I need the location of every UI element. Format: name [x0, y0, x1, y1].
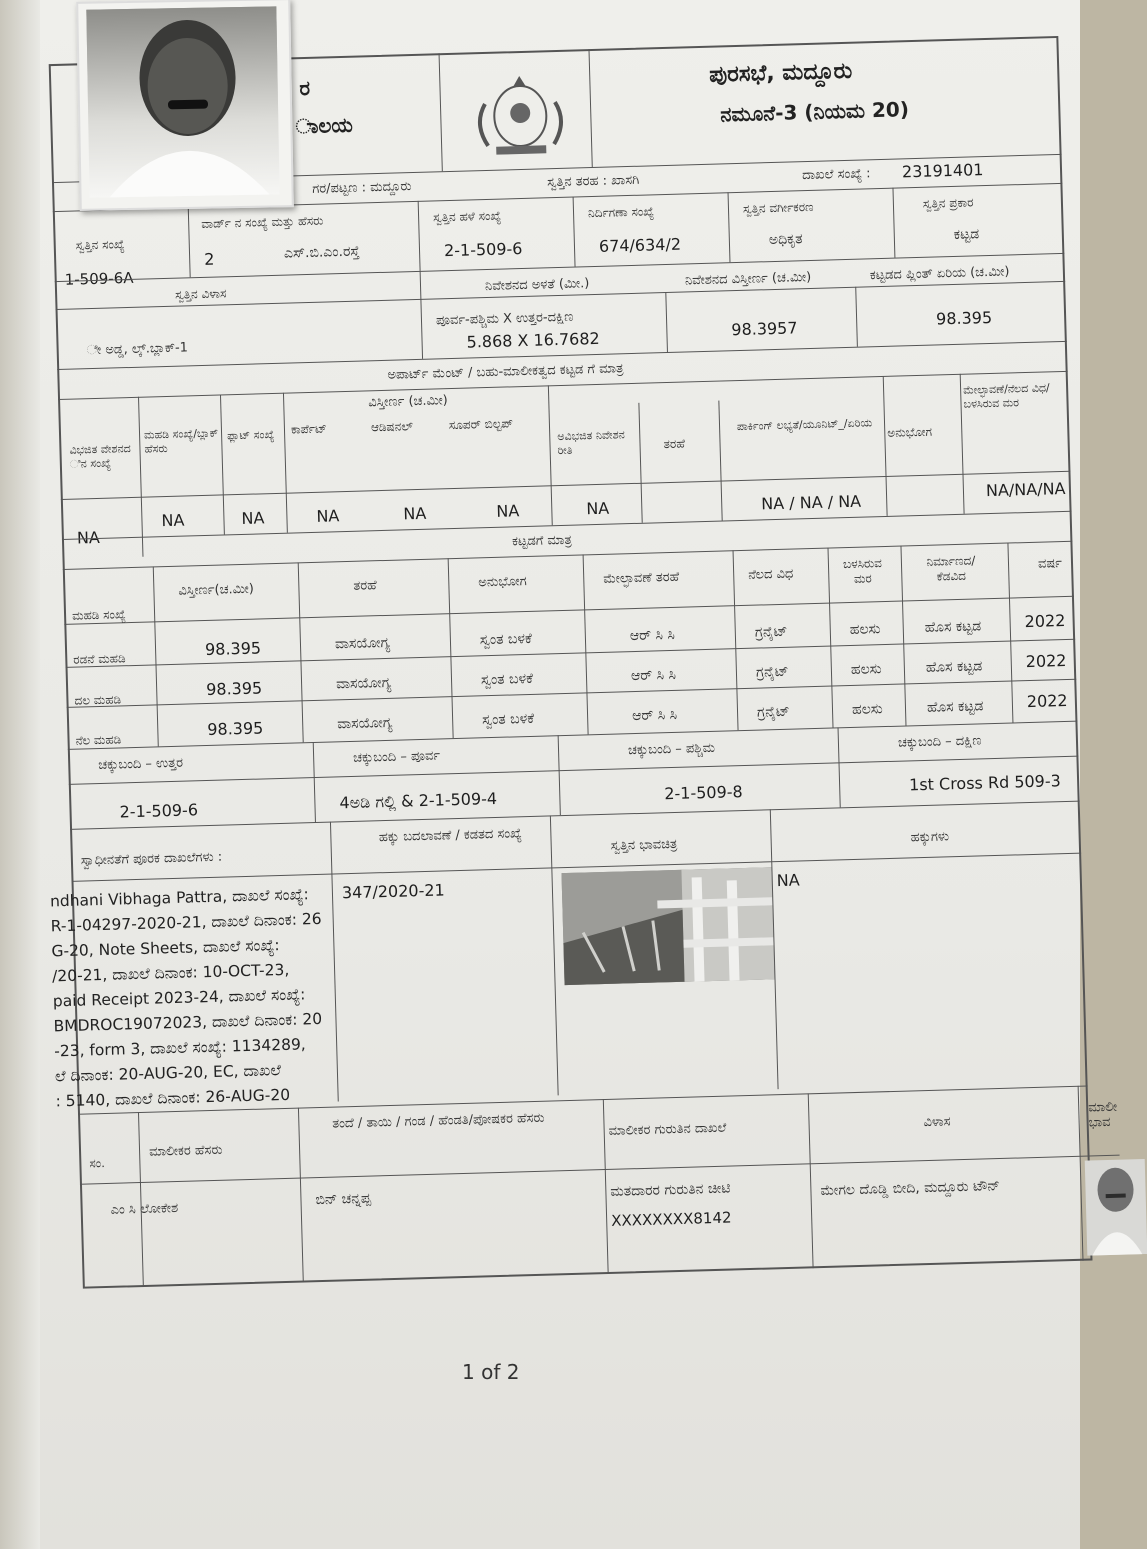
bld-r2-floorkind: ಗ್ರನೈಟ್: [755, 663, 789, 681]
record-no-label: ದಾಖಲೆ ಸಂಖ್ಯೆ :: [801, 166, 871, 184]
doc-line: /20-21, ದಾಖಲೆ ದಿನಾಂಕ: 10-OCT-23,: [51, 960, 290, 986]
bld-r1-area: 98.395: [204, 638, 262, 660]
bld-h8: ನಿರ್ಮಾಣದ/ ಕೆಡವಿದ: [926, 553, 976, 584]
person-icon: [1085, 1159, 1147, 1256]
bld-r3-wood: ಹಲಸು: [851, 701, 883, 718]
address: ೇ ಅಡ್ಡ, ಲ್ಕ್.ಬ್ಲಾಕ್-1: [86, 340, 189, 359]
bnd-label-east: ಚಕ್ಕುಬಂದಿ – ಪೂರ್ವ: [352, 748, 441, 766]
rights-label: ಹಕ್ಕುಗಳು: [910, 829, 950, 846]
bnd-east: 4ಅಡಿ ಗಲ್ಲಿ & 2-1-509-4: [339, 788, 498, 813]
doc-line: G-20, Note Sheets, ದಾಖಲೆ ಸಂಖ್ಯೆ:: [51, 936, 280, 961]
area-group-label: ವಿಸ್ತೀರ್ಣ (ಚ.ಮೀ): [368, 393, 449, 411]
bld-h4: ಅನುಭೋಗ: [478, 574, 527, 591]
header-fragment-1: ರ: [299, 75, 311, 101]
apt-h3: ಫ್ಲಾಟ್ ಸಂಖ್ಯೆ: [226, 427, 275, 443]
apt-v4: NA: [316, 506, 340, 526]
bld-r1-wood: ಹಲಸು: [849, 621, 881, 639]
property-type: ಸ್ವತ್ತಿನ ತರಹ : ಖಾಸಗಿ: [546, 172, 640, 191]
property-photo: [561, 867, 774, 985]
owner-address: ಮೇಗಲ ದೊಡ್ಡಿ ಬೀದಿ, ಮದ್ದೂರು ಟೌನ್: [820, 1178, 1000, 1200]
bld-r3-floorkind: ಗ್ರನೈಟ್: [756, 703, 790, 721]
apt-h7: ಅವಿಭಜಿತ ನಿವೇಶನ ರೀತಿ: [557, 428, 625, 458]
bld-r1-status: ಹೊಸ ಕಟ್ಟಡ: [924, 618, 982, 636]
building-photo-icon: [561, 867, 774, 985]
label-dimensions: ನಿವೇಶನದ ಅಳತೆ (ಮೀ.): [484, 276, 590, 295]
bld-r2-area: 98.395: [205, 678, 263, 699]
bld-r1-roof: ಆರ್ ಸಿ ಸಿ: [629, 626, 676, 645]
doc-line: paid Receipt 2023-24, ದಾಖಲೆ ಸಂಖ್ಯೆ:: [52, 985, 306, 1011]
label-kind: ಸ್ವತ್ತಿನ ಪ್ರಕಾರ: [922, 195, 974, 211]
owner-label-relation: ತಂದೆ / ತಾಯಿ / ಗಂಡ / ಹೆಂಡತಿ/ಪೋಷಕರ ಹೆಸರು: [332, 1110, 545, 1132]
rights: NA: [776, 870, 800, 891]
bld-r2-status: ಹೊಸ ಕಟ್ಟಡ: [925, 658, 983, 676]
label-site-area: ನಿವೇಶನದ ವಿಸ್ತೀರ್ಣ (ಚ.ಮೀ): [684, 269, 812, 289]
bld-r1-floorkind: ಗ್ರನೈಟ್: [754, 623, 788, 641]
bld-r2-year: 2022: [1025, 650, 1067, 672]
label-property-no: ಸ್ವತ್ತಿನ ಸಂಖ್ಯೆ: [75, 237, 125, 253]
label-old-no: ಸ್ವತ್ತಿನ ಹಳೆ ಸಂಖ್ಯೆ: [432, 208, 502, 225]
bnd-north: 2-1-509-6: [119, 800, 199, 822]
apt-v2: NA: [161, 510, 185, 531]
apt-v5: NA: [403, 503, 427, 524]
doc-line: R-1-04297-2020-21, ದಾಖಲೆ ದಿನಾಂಕ: 26: [50, 909, 322, 936]
doc-line: -23, form 3, ದಾಖಲೆ ಸಂಖ್ಯೆ: 1134289,: [54, 1035, 306, 1061]
form-title: ನಮೂನೆ-3 (ನಿಯಮ 20): [720, 97, 910, 127]
bnd-label-south: ಚಕ್ಕುಬಂದಿ – ದಕ್ಷಿಣ: [897, 733, 982, 751]
old-no: 2-1-509-6: [443, 239, 523, 261]
label-plinth: ಕಟ್ಟಡದ ಪ್ಲಿಂತ್ ಏರಿಯ (ಚ.ಮೀ): [869, 264, 1010, 284]
doc-line: ndhani Vibhaga Pattra, ದಾಖಲೆ ಸಂಖ್ಯೆ:: [49, 885, 310, 911]
dims: 5.868 X 16.7682: [466, 328, 600, 352]
bld-h3: ತರಹೆ: [353, 578, 377, 594]
bld-r3-type: ವಾಸಯೋಗ್ಯ: [337, 714, 393, 733]
bld-h9: ವರ್ಷ: [1037, 556, 1063, 572]
apt-h10: ಅನುಭೋಗ: [887, 424, 933, 440]
label-classification: ಸ್ವತ್ತಿನ ವರ್ಗೀಕರಣ: [742, 199, 814, 216]
label-ward: ವಾರ್ಡ್ ನ ಸಂಖ್ಯೆ ಮತ್ತು ಹೆಸರು: [201, 213, 324, 231]
plinth-area: 98.395: [935, 307, 993, 329]
property-no: 1-509-6A: [64, 268, 134, 289]
apt-v6: NA: [496, 501, 520, 521]
building-title: ಕಟ್ಟಡಗೆ ಮಾತ್ರ: [511, 532, 573, 550]
ward-name: ಎಸ್.ಬಿ.ಎಂ.ರಸ್ತೆ: [283, 243, 360, 262]
file-no: 347/2020-21: [341, 880, 445, 903]
owner-label-id: ಮಾಲೀಕರ ಗುರುತಿನ ದಾಖಲೆ: [608, 1120, 727, 1139]
owner-relation: ಬಿನ್ ಚನ್ನಪ್ಪ: [315, 1190, 372, 1209]
applicant-photo: [76, 0, 294, 211]
docs-label: ಸ್ವಾಧೀನತೆಗೆ ಪೂರಕ ದಾಖಲೆಗಳು :: [80, 849, 223, 869]
applicant-photo-image: [86, 6, 279, 197]
photo-label: ಸ್ವತ್ತಿನ ಭಾವಚಿತ್ರ: [610, 836, 678, 854]
owner-name: ಎಂ ಸಿ ಲೋಕೇಶ: [110, 1200, 179, 1218]
kind: ಕಟ್ಟಡ: [953, 226, 980, 243]
apt-h11: ಮೇಲ್ಛಾವಣೆ/ನೆಲದ ವಿಧ/ಬಳಸಿರುವ ಮರ: [962, 381, 1050, 411]
bld-r3-year: 2022: [1026, 690, 1068, 712]
owner-id-no: XXXXXXXX8142: [610, 1208, 732, 1230]
bld-r3-floor: ನೆಲ ಮಹಡಿ: [75, 732, 122, 748]
classification: ಅಧಿಕೃತ: [768, 231, 803, 249]
bnd-south: 1st Cross Rd 509-3: [908, 771, 1062, 795]
municipality-title: ಪುರಸಭೆ, ಮದ್ದೂರು: [708, 58, 853, 88]
person-photo-icon: [86, 6, 279, 197]
apt-v9: NA/NA/NA: [985, 478, 1066, 501]
bld-r2-use: ಸ್ವಂತ ಬಳಕೆ: [480, 670, 534, 689]
bld-r1-floor: ರಡನೆ ಮಹಡಿ: [73, 651, 126, 667]
apt-h6: ಸೂಪರ್ ಬಿಲ್ಟಪ್: [448, 416, 514, 433]
bld-r3-area: 98.395: [207, 718, 264, 739]
bnd-west: 2-1-509-8: [664, 782, 743, 804]
doc-line: ಲೆ ದಿನಾಂಕ: 20-AUG-20, EC, ದಾಖಲೆ: [54, 1061, 282, 1086]
owner-label-address: ವಿಳಾಸ: [923, 1114, 951, 1131]
apt-v8: NA / NA / NA: [760, 491, 862, 514]
record-no: 23191401: [901, 160, 984, 182]
dims-label: ಪೂರ್ವ-ಪಶ್ಚಿಮ X ಉತ್ತರ-ದಕ್ಷಿಣ: [435, 309, 574, 329]
apartment-title: ಅಪಾರ್ಟ್ ಮೆಂಟ್ / ಬಹು-ಮಾಲೀಕತ್ವದ ಕಟ್ಟಡ ಗೆ ಮಾತ್ರ: [387, 361, 624, 383]
apt-h5: ಆಡಿಷನಲ್: [370, 419, 414, 435]
bld-h6: ನೆಲದ ವಿಧ: [748, 566, 794, 583]
apt-v1: NA: [76, 527, 101, 548]
bld-r2-roof: ಆರ್ ಸಿ ಸಿ: [630, 666, 677, 685]
apt-h4: ಕಾರ್ಪೆಟ್: [290, 421, 327, 437]
header-fragment-2: ಾಲಯ: [295, 112, 354, 139]
file-label: ಹಕ್ಕು ಬದಲಾವಣೆ / ಕಡತದ ಸಂಖ್ಯೆ: [378, 826, 523, 846]
owner-id-type: ಮತದಾರರ ಗುರುತಿನ ಚೀಟಿ: [610, 1180, 731, 1200]
owner-photo: [1085, 1159, 1147, 1256]
town-label: ಗರ/ಪಟ್ಟಣ : ಮದ್ದೂರು: [312, 179, 412, 197]
bnd-label-north: ಚಕ್ಕುಬಂದಿ – ಉತ್ತರ: [98, 755, 184, 774]
state-emblem-icon: [464, 66, 576, 159]
apt-h9: ಪಾರ್ಕಿಂಗ್ ಲಭ್ಯತೆ/ಯೂನಿಟ್_/ಏರಿಯ: [736, 416, 873, 434]
bld-h2: ವಿಸ್ತೀರ್ಣ(ಚ.ಮೀ): [178, 581, 255, 599]
docs-list: [50, 882, 331, 1115]
site-area: 98.3957: [731, 318, 798, 340]
bld-h7: ಬಳಸಿರುವ ಮರ: [842, 556, 883, 586]
bld-r1-year: 2022: [1024, 610, 1066, 632]
ward-no: 2: [203, 249, 215, 269]
bnd-label-west: ಚಕ್ಕುಬಂದಿ – ಪಶ್ಚಿಮ: [627, 740, 716, 759]
apt-h8: ತರಹೆ: [663, 436, 686, 452]
bld-r3-use: ಸ್ವಂತ ಬಳಕೆ: [481, 710, 535, 729]
survey-no: 674/634/2: [598, 234, 682, 256]
page-number: 1 of 2: [462, 1360, 520, 1384]
apt-v3: NA: [241, 508, 265, 528]
bld-r1-use: ಸ್ವಂತ ಬಳಕೆ: [479, 630, 533, 649]
owner-label-sno: ಸಂ.: [89, 1156, 106, 1171]
owner-label-photo: ಮಾಲೀ ಭಾವ: [1088, 1099, 1118, 1131]
bld-h1: ಮಹಡಿ ಸಂಖ್ಯೆ: [71, 607, 126, 623]
owner-label-name: ಮಾಲೀಕರ ಹೆಸರು: [148, 1142, 223, 1160]
bld-h5: ಮೇಲ್ಛಾವಣೆ ತರಹೆ: [603, 569, 680, 587]
bld-r2-type: ವಾಸಯೋಗ್ಯ: [335, 674, 392, 693]
bld-r2-floor: ದಲ ಮಹಡಿ: [74, 692, 122, 708]
bld-r3-status: ಹೊಸ ಕಟ್ಟಡ: [926, 698, 984, 716]
apt-h2: ಮಹಡಿ ಸಂಖ್ಯೆ/ಬ್ಲಾಕ್ ಹೆಸರು: [143, 426, 219, 456]
doc-line: BMDROC19072023, ದಾಖಲೆ ದಿನಾಂಕ: 20: [53, 1009, 323, 1036]
label-address: ಸ್ವತ್ತಿನ ವಿಳಾಸ: [174, 286, 227, 302]
bld-r3-roof: ಆರ್ ಸಿ ಸಿ: [631, 706, 678, 725]
apt-v7: NA: [586, 498, 610, 519]
apt-h1: ವಿಭಜಿತ ವೇಶನದ ಿನ ಸಂಖ್ಯೆ: [69, 442, 131, 471]
bld-r1-type: ವಾಸಯೋಗ್ಯ: [334, 634, 391, 653]
bld-r2-wood: ಹಲಸು: [850, 661, 882, 678]
label-survey-no: ನಿರ್ದಿಗಣಾ ಸಂಖ್ಯೆ: [587, 204, 655, 221]
doc-line: : 5140, ದಾಖಲೆ ದಿನಾಂಕ: 26-AUG-20: [55, 1085, 291, 1111]
